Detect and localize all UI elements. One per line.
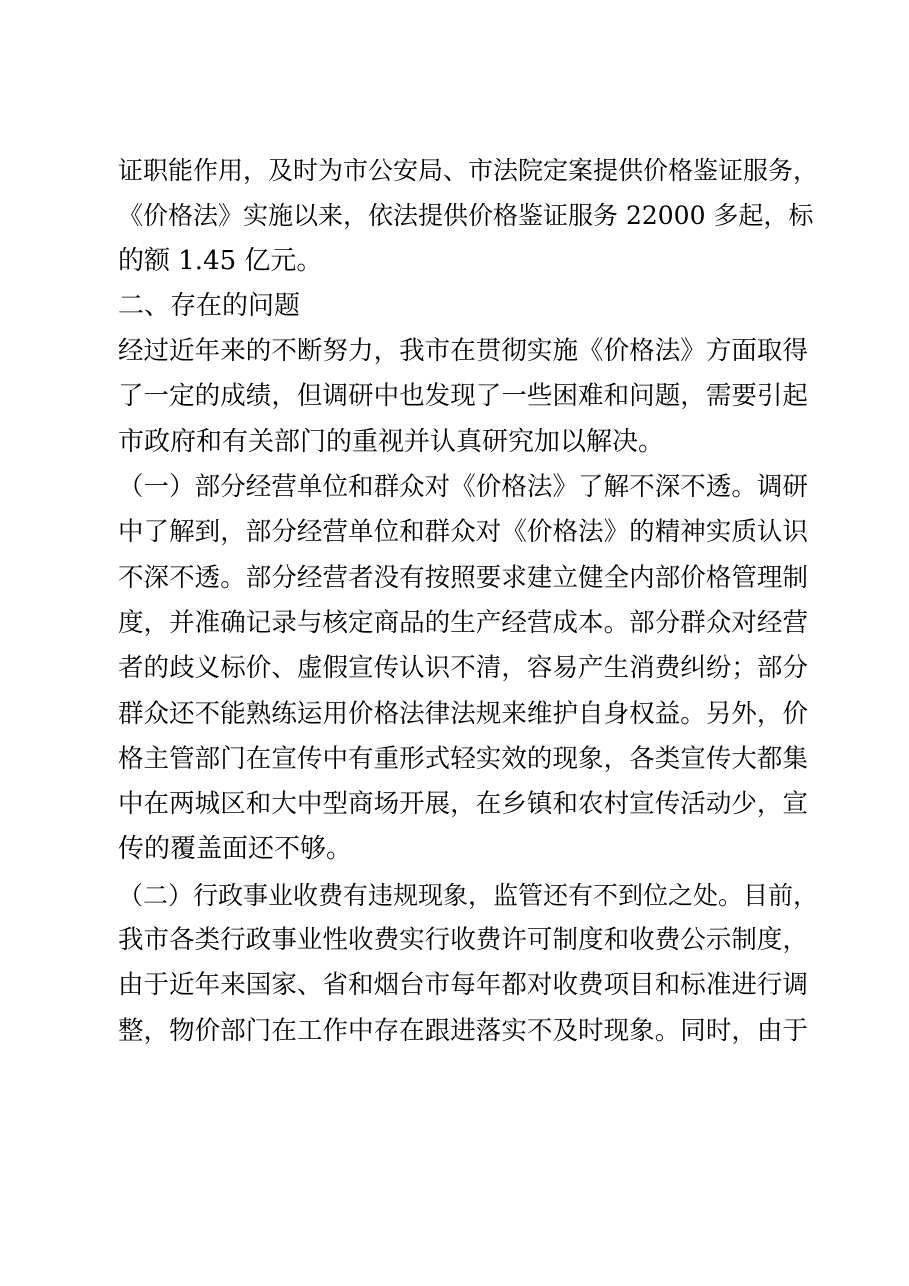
subsection-2-line-1: （二）行政事业收费有违规现象，监管还有不到位之处。目前， xyxy=(118,880,819,910)
text-line-10: 不深不透。部分经营者没有按照要求建立健全内部价格管理制 xyxy=(118,562,808,593)
text-line-6: 了一定的成绩，但调研中也发现了一些困难和问题，需要引起 xyxy=(118,381,808,412)
subsection-1-line-1: （一）部分经营单位和群众对《价格法》了解不深不透。调研 xyxy=(118,472,808,503)
text-line-15: 中在两城区和大中型商场开展，在乡镇和农村宣传活动少，宣 xyxy=(118,789,808,820)
text-line-19: 由于近年来国家、省和烟台市每年都对收费项目和标准进行调 xyxy=(118,970,808,1001)
text-line-1: 证职能作用，及时为市公安局、市法院定案提供价格鉴证服务， xyxy=(118,156,819,185)
text-line-9: 中了解到，部分经营单位和群众对《价格法》的精神实质认识 xyxy=(118,517,808,548)
text-line-3: 的额 1.45 亿元。 xyxy=(118,245,323,276)
document-body xyxy=(118,148,819,1054)
text-line-7: 市政府和有关部门的重视并认真研究加以解决。 xyxy=(118,426,665,457)
text-line-12: 者的歧义标价、虚假宣传认识不清，容易产生消费纠纷；部分 xyxy=(118,653,808,684)
text-line-20: 整，物价部门在工作中存在跟进落实不及时现象。同时，由于 xyxy=(118,1015,808,1046)
text-line-5: 经过近年来的不断努力，我市在贯彻实施《价格法》方面取得 xyxy=(118,336,808,367)
text-line-16: 传的覆盖面还不够。 xyxy=(118,834,353,865)
text-line-11: 度，并准确记录与核定商品的生产经营成本。部分群众对经营 xyxy=(118,607,808,638)
text-line-18: 我市各类行政事业性收费实行收费许可制度和收费公示制度， xyxy=(118,925,808,956)
section-heading: 二、存在的问题 xyxy=(118,290,301,321)
text-line-13: 群众还不能熟练运用价格法律法规来维护自身权益。另外，价 xyxy=(118,698,808,729)
text-line-14: 格主管部门在宣传中有重形式轻实效的现象，各类宣传大都集 xyxy=(118,743,808,774)
text-line-2: 《价格法》实施以来，依法提供价格鉴证服务 22000 多起，标 xyxy=(118,201,814,231)
